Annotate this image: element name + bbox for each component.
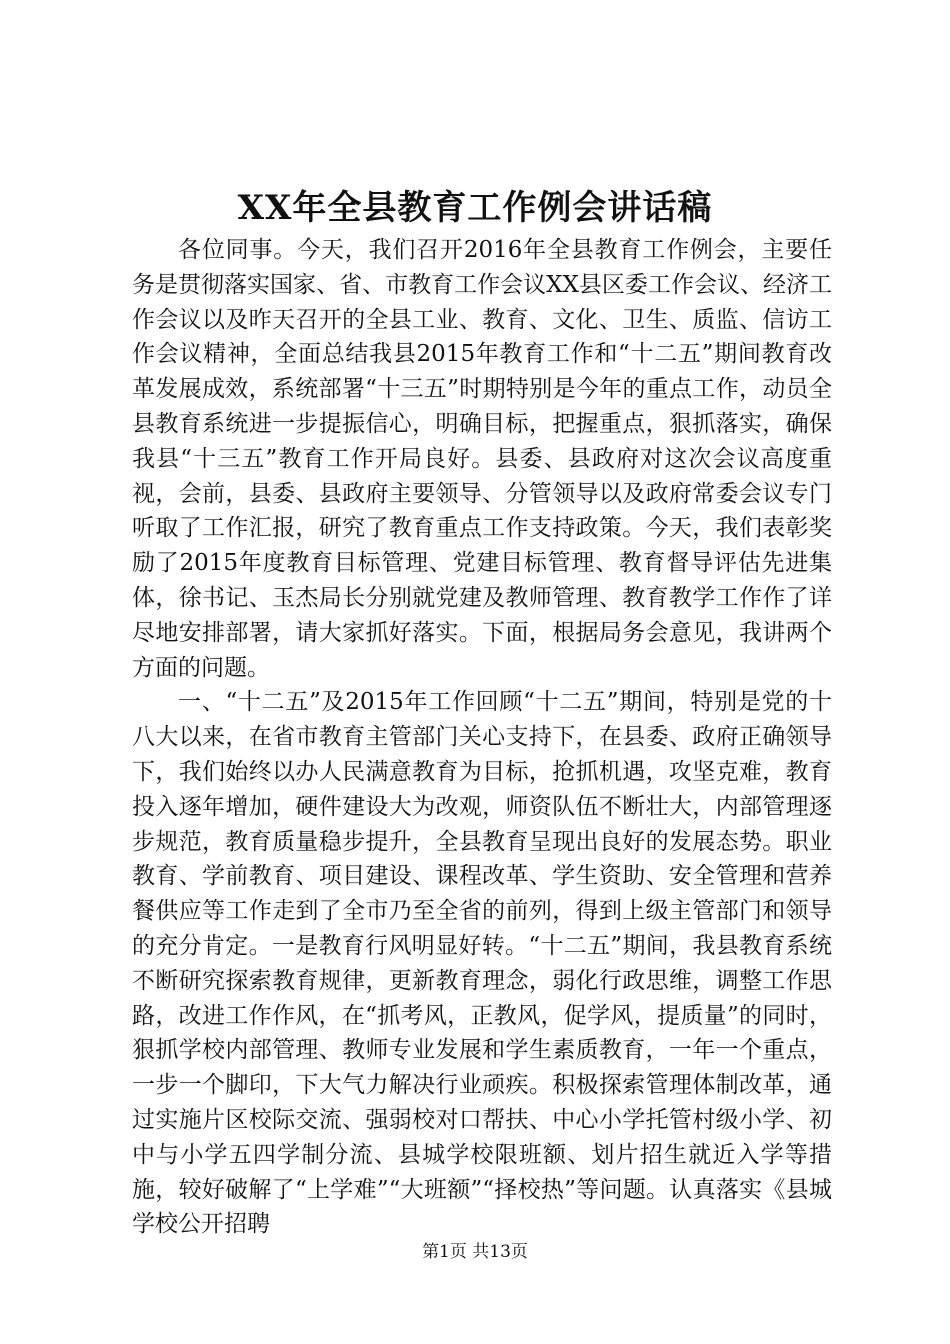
page-total: 共13页 <box>472 1242 528 1262</box>
page-footer <box>0 1240 950 1264</box>
document-body <box>132 233 832 1242</box>
paragraph-review: 一、“十二五”及2015年工作回顾“十二五”期间，特别是党的十八大以来，在省市教育主管部门关心支持下，在县委、政府正确领导下，我们始终以办人民满意教育为目标，抢抓机遇，攻坚克难，教育投入逐年增加，硬件建设大为改观，师资队伍不断壮大，内部管理逐步规范，教育质量稳步提升，全县教育呈现出良好的发展态势。职业教育、学前教育、项目建设、课程改革、学生资助、安全管理和营养餐供应等工作走到了全市乃至全省的前列，得到上级主管部门和领导的充分肯定。一是教育行风明显好转。“十二五”期间，我县教育系统不断研究探索教育规律，更新教育理念，弱化行政思维，调整工作思路，改进工作作风，在“抓考风，正教风，促学风，提质量”的同时，狠抓学校内部管理、教师专业发展和学生素质教育，一年一个重点，一步一个脚印，下大气力解决行业顽疾。积极探索管理体制改革，通过实施片区校际交流、强弱校对口帮扶、中心小学托管村级小学、初中与小学五四学制分流、县城学校限班额、划片招生就近入学等措施，较好破解了“上学难”“大班额”“择校热”等问题。认真落实《县城学校公开招聘 <box>132 689 832 1238</box>
page-number: 第1页 <box>422 1242 467 1262</box>
paragraph-opening: 各位同事。今天，我们召开2016年全县教育工作例会，主要任务是贯彻落实国家、省、市教育工作会议XX县区委工作会议、经济工作会议以及昨天召开的全县工业、教育、文化、卫生、质监、信访工作会议精神，全面总结我县2015年教育工作和“十二五”期间教育改革发展成效，系统部署“十三五”时期特别是今年的重点工作，动员全县教育系统进一步提振信心，明确目标，把握重点，狠抓落实，确保我县“十三五”教育工作开局良好。县委、县政府对这次会议高度重视，会前，县委、县政府主要领导、分管领导以及政府常委会议专门听取了工作汇报，研究了教育重点工作支持政策。今天，我们表彰奖励了2015年度教育目标管理、党建目标管理、教育督导评估先进集体，徐书记、玉杰局长分别就党建及教师管理、教育教学工作作了详尽地安排部署，请大家抓好落实。下面，根据局务会意见，我讲两个方面的问题。 <box>132 237 832 681</box>
document-title: XX年全县教育工作例会讲话稿 <box>237 188 713 228</box>
